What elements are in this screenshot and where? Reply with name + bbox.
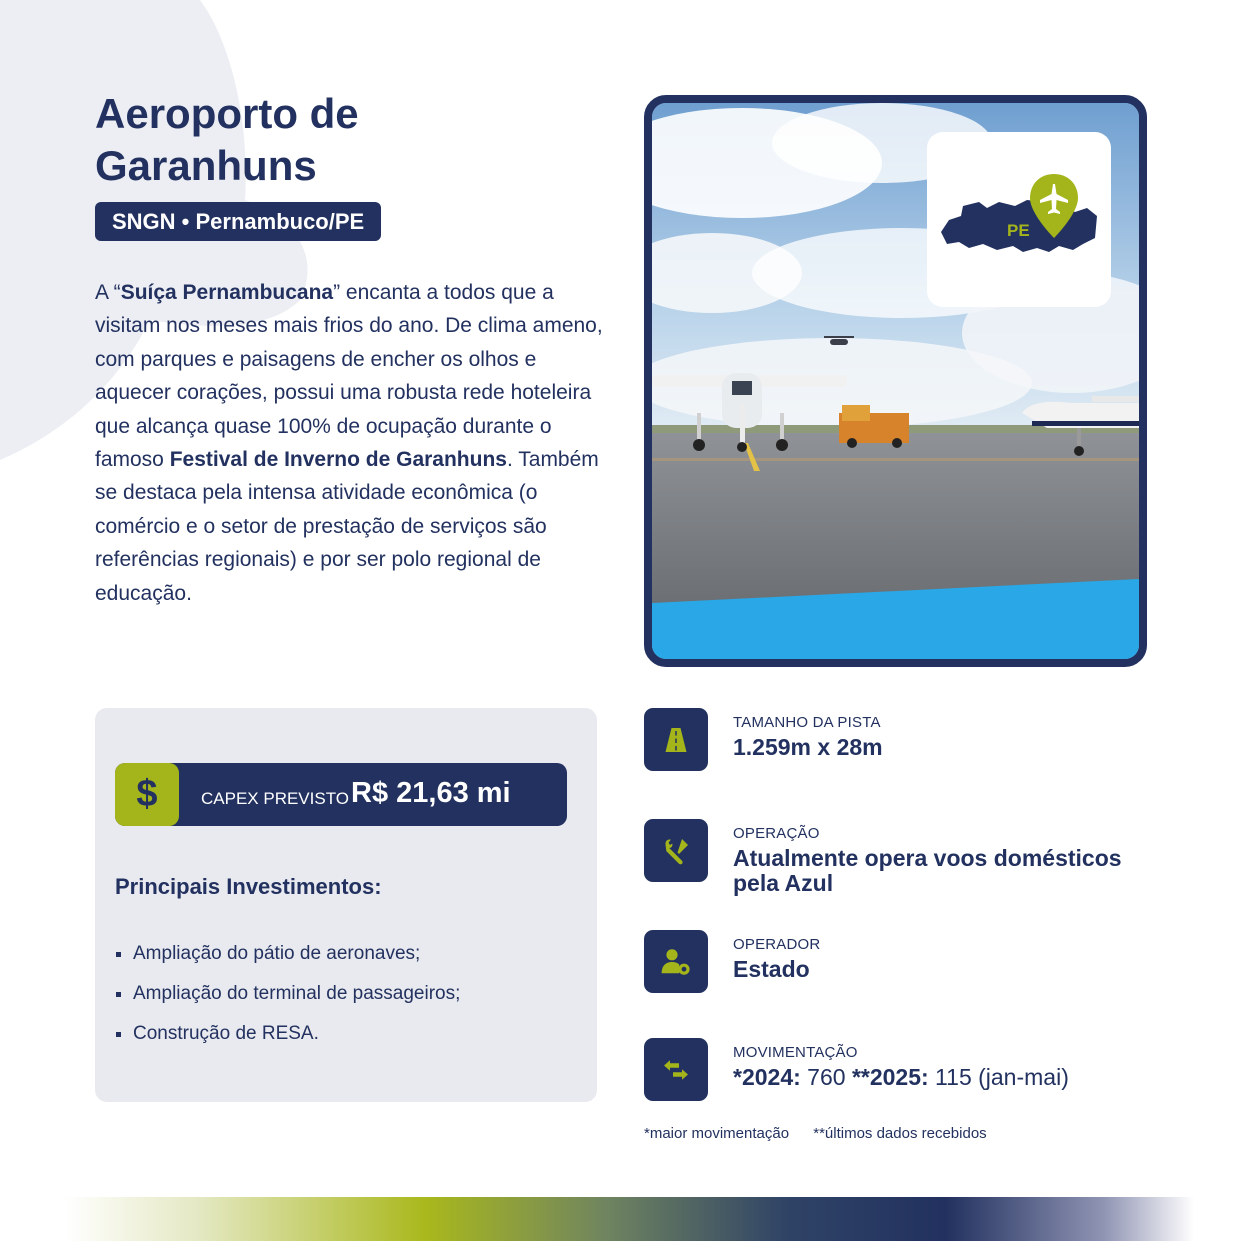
runway-label: TAMANHO DA PISTA — [733, 714, 881, 731]
state-map-card — [927, 132, 1111, 307]
operator-label: OPERADOR — [733, 936, 821, 953]
road-icon — [644, 708, 708, 771]
page-title: Aeroporto de Garanhuns — [95, 90, 359, 189]
airport-code-badge: SNGN • Pernambuco/PE — [95, 202, 381, 241]
runway-value: 1.259m x 28m — [733, 734, 883, 760]
capex-value: R$ 21,63 mi — [351, 777, 511, 809]
footnote-1: *maior movimentação — [644, 1125, 790, 1142]
list-item: Ampliação do terminal de passageiros; — [115, 982, 460, 1022]
capex-label: CAPEX PREVISTO — [201, 789, 350, 808]
list-item: Ampliação do pátio de aeronaves; — [115, 942, 460, 982]
info-movement — [644, 1038, 1124, 1103]
list-item: Construção de RESA. — [115, 1022, 460, 1062]
operation-value: Atualmente opera voos domésticos pela Azul — [733, 845, 1122, 896]
investments-list — [115, 942, 460, 1062]
airport-description: A “Suíça Pernambucana” encanta a todos que a visitam nos meses mais frios do ano. De clima ameno, com parques e paisagens de encher os olhos e aquecer corações, possui uma robusta rede hoteleira que alcança quase 100% de ocupação durante o famoso Festival de Inverno de Garanhuns. Também se destaca pela intensa atividade econômica (o comércio e o setor de prestação de serviços são referências regionais) e por ser polo regional de educação. — [95, 281, 603, 605]
footnotes — [644, 1125, 1007, 1142]
footnote-2: **últimos dados recebidos — [813, 1125, 987, 1142]
operation-label: OPERAÇÃO — [733, 825, 820, 842]
investments-card — [95, 708, 597, 1102]
movement-label: MOVIMENTAÇÃO — [733, 1044, 858, 1061]
capex-banner — [115, 763, 567, 826]
investments-title: Principais Investimentos: — [115, 874, 382, 899]
wrench-icon — [644, 819, 708, 882]
arrows-exchange-icon — [644, 1038, 708, 1101]
dollar-sign-icon: $ — [115, 763, 179, 826]
user-gear-icon — [644, 930, 708, 993]
movement-value: *2024: 760 **2025: 115 (jan-mai) — [733, 1064, 1069, 1090]
bottom-gradient-bar — [64, 1197, 1194, 1241]
pernambuco-map-icon — [927, 132, 1111, 307]
info-operator — [644, 930, 1124, 995]
state-label: PE — [1007, 221, 1030, 240]
info-runway — [644, 708, 1124, 773]
operator-value: Estado — [733, 956, 810, 982]
info-operation — [644, 819, 1124, 896]
